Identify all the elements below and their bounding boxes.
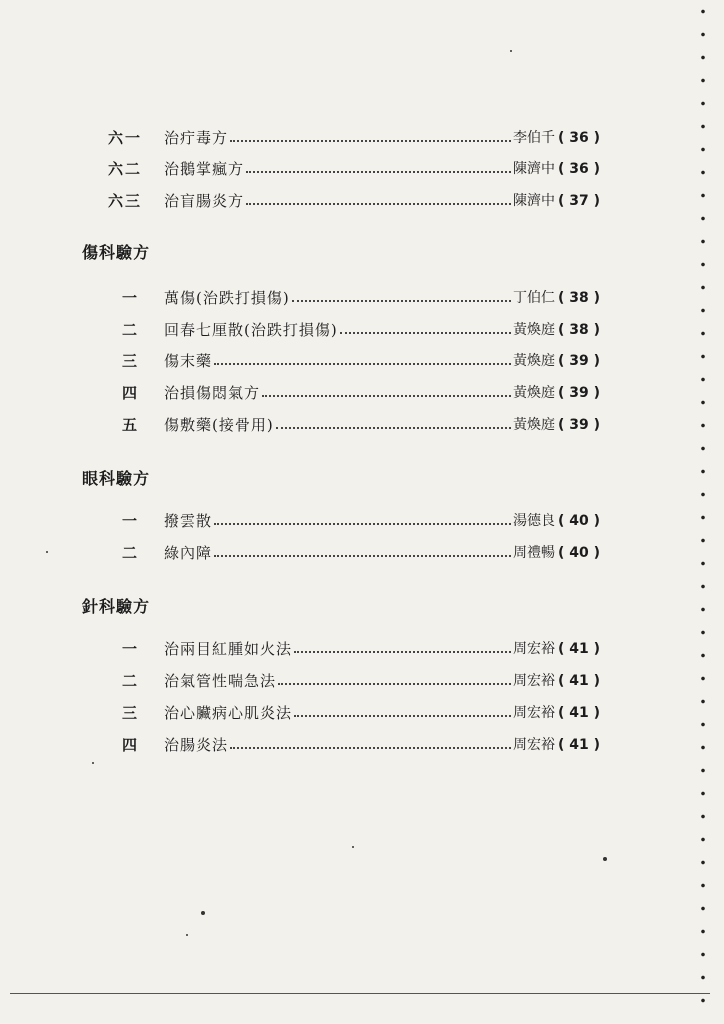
leader-dots bbox=[262, 395, 511, 397]
entry-title: 萬傷(治跌打損傷) bbox=[164, 289, 290, 307]
entry-number: 六一 bbox=[108, 129, 143, 147]
leader-dots bbox=[230, 140, 511, 142]
toc-entry bbox=[108, 510, 600, 532]
entry-title: 治心臟病心肌炎法 bbox=[164, 704, 293, 722]
entry-title: 治盲腸炎方 bbox=[164, 192, 245, 210]
ink-speck bbox=[510, 50, 512, 52]
toc-entry bbox=[108, 158, 600, 180]
entry-page: ( 41 ) bbox=[557, 641, 600, 657]
entry-title: 傷敷藥(接骨用) bbox=[164, 416, 274, 434]
leader-dots bbox=[214, 555, 511, 557]
ink-speck bbox=[186, 934, 188, 936]
entry-author: 周宏裕 bbox=[512, 705, 555, 721]
entry-title: 撥雲散 bbox=[164, 512, 213, 530]
section-heading: 眼科驗方 bbox=[82, 469, 151, 488]
ink-speck bbox=[201, 911, 205, 915]
entry-title: 綠內障 bbox=[164, 544, 213, 562]
leader-dots bbox=[230, 747, 511, 749]
toc-entry bbox=[108, 350, 600, 372]
page-bottom-rule bbox=[10, 993, 710, 994]
entry-author: 周宏裕 bbox=[512, 673, 555, 689]
toc-entry bbox=[108, 734, 600, 756]
entry-author: 周宏裕 bbox=[512, 737, 555, 753]
entry-number: 三 bbox=[122, 704, 140, 722]
entry-title: 治鵝掌瘋方 bbox=[164, 160, 245, 178]
leader-dots bbox=[294, 715, 511, 717]
entry-page: ( 41 ) bbox=[557, 705, 600, 721]
entry-number: 二 bbox=[122, 544, 140, 562]
toc-entry bbox=[108, 542, 600, 564]
entry-page: ( 40 ) bbox=[557, 513, 600, 529]
toc-entry bbox=[108, 670, 600, 692]
perforation-edge bbox=[700, 0, 706, 1010]
entry-title: 傷末藥 bbox=[164, 352, 213, 370]
entry-number: 六三 bbox=[108, 192, 143, 210]
entry-author: 黃煥庭 bbox=[512, 417, 555, 433]
toc-entry bbox=[108, 127, 600, 149]
entry-title: 回春七厘散(治跌打損傷) bbox=[164, 321, 338, 339]
leader-dots bbox=[294, 651, 511, 653]
entry-page: ( 38 ) bbox=[557, 290, 600, 306]
leader-dots bbox=[214, 363, 511, 365]
leader-dots bbox=[246, 171, 511, 173]
entry-author: 陳濟中 bbox=[512, 161, 555, 177]
entry-page: ( 41 ) bbox=[557, 737, 600, 753]
toc-entry bbox=[108, 319, 600, 341]
entry-title: 治兩目紅腫如火法 bbox=[164, 640, 293, 658]
entry-number: 二 bbox=[122, 672, 140, 690]
entry-number: 一 bbox=[122, 289, 140, 307]
entry-page: ( 39 ) bbox=[557, 353, 600, 369]
leader-dots bbox=[276, 427, 511, 429]
entry-author: 丁伯仁 bbox=[512, 290, 555, 306]
entry-number: 四 bbox=[122, 736, 140, 754]
leader-dots bbox=[340, 332, 511, 334]
entry-number: 一 bbox=[122, 640, 140, 658]
toc-entry bbox=[108, 382, 600, 404]
entry-title: 治腸炎法 bbox=[164, 736, 229, 754]
entry-page: ( 39 ) bbox=[557, 385, 600, 401]
entry-author: 黃煥庭 bbox=[512, 385, 555, 401]
entry-author: 黃煥庭 bbox=[512, 322, 555, 338]
entry-number: 二 bbox=[122, 321, 140, 339]
section-heading: 針科驗方 bbox=[82, 597, 151, 616]
entry-page: ( 38 ) bbox=[557, 322, 600, 338]
leader-dots bbox=[278, 683, 511, 685]
entry-number: 四 bbox=[122, 384, 140, 402]
ink-speck bbox=[352, 846, 354, 848]
entry-title: 治氣管性喘急法 bbox=[164, 672, 277, 690]
entry-page: ( 41 ) bbox=[557, 673, 600, 689]
entry-page: ( 37 ) bbox=[557, 193, 600, 209]
entry-author: 周宏裕 bbox=[512, 641, 555, 657]
toc-entry bbox=[108, 287, 600, 309]
ink-speck bbox=[46, 551, 48, 553]
entry-page: ( 36 ) bbox=[557, 161, 600, 177]
entry-number: 一 bbox=[122, 512, 140, 530]
leader-dots bbox=[214, 523, 511, 525]
entry-author: 周禮暢 bbox=[512, 545, 555, 561]
entry-title: 治損傷悶氣方 bbox=[164, 384, 261, 402]
ink-speck bbox=[603, 857, 607, 861]
entry-number: 五 bbox=[122, 416, 140, 434]
entry-author: 李伯千 bbox=[512, 130, 555, 146]
toc-entry bbox=[108, 638, 600, 660]
entry-page: ( 36 ) bbox=[557, 130, 600, 146]
toc-entry bbox=[108, 190, 600, 212]
entry-author: 湯德良 bbox=[512, 513, 555, 529]
toc-entry bbox=[108, 414, 600, 436]
entry-number: 六二 bbox=[108, 160, 143, 178]
entry-page: ( 39 ) bbox=[557, 417, 600, 433]
ink-speck bbox=[92, 762, 94, 764]
leader-dots bbox=[246, 203, 511, 205]
leader-dots bbox=[292, 300, 511, 302]
entry-page: ( 40 ) bbox=[557, 545, 600, 561]
section-heading: 傷科驗方 bbox=[82, 243, 151, 262]
entry-number: 三 bbox=[122, 352, 140, 370]
entry-author: 陳濟中 bbox=[512, 193, 555, 209]
entry-author: 黃煥庭 bbox=[512, 353, 555, 369]
entry-title: 治疔毒方 bbox=[164, 129, 229, 147]
toc-entry bbox=[108, 702, 600, 724]
